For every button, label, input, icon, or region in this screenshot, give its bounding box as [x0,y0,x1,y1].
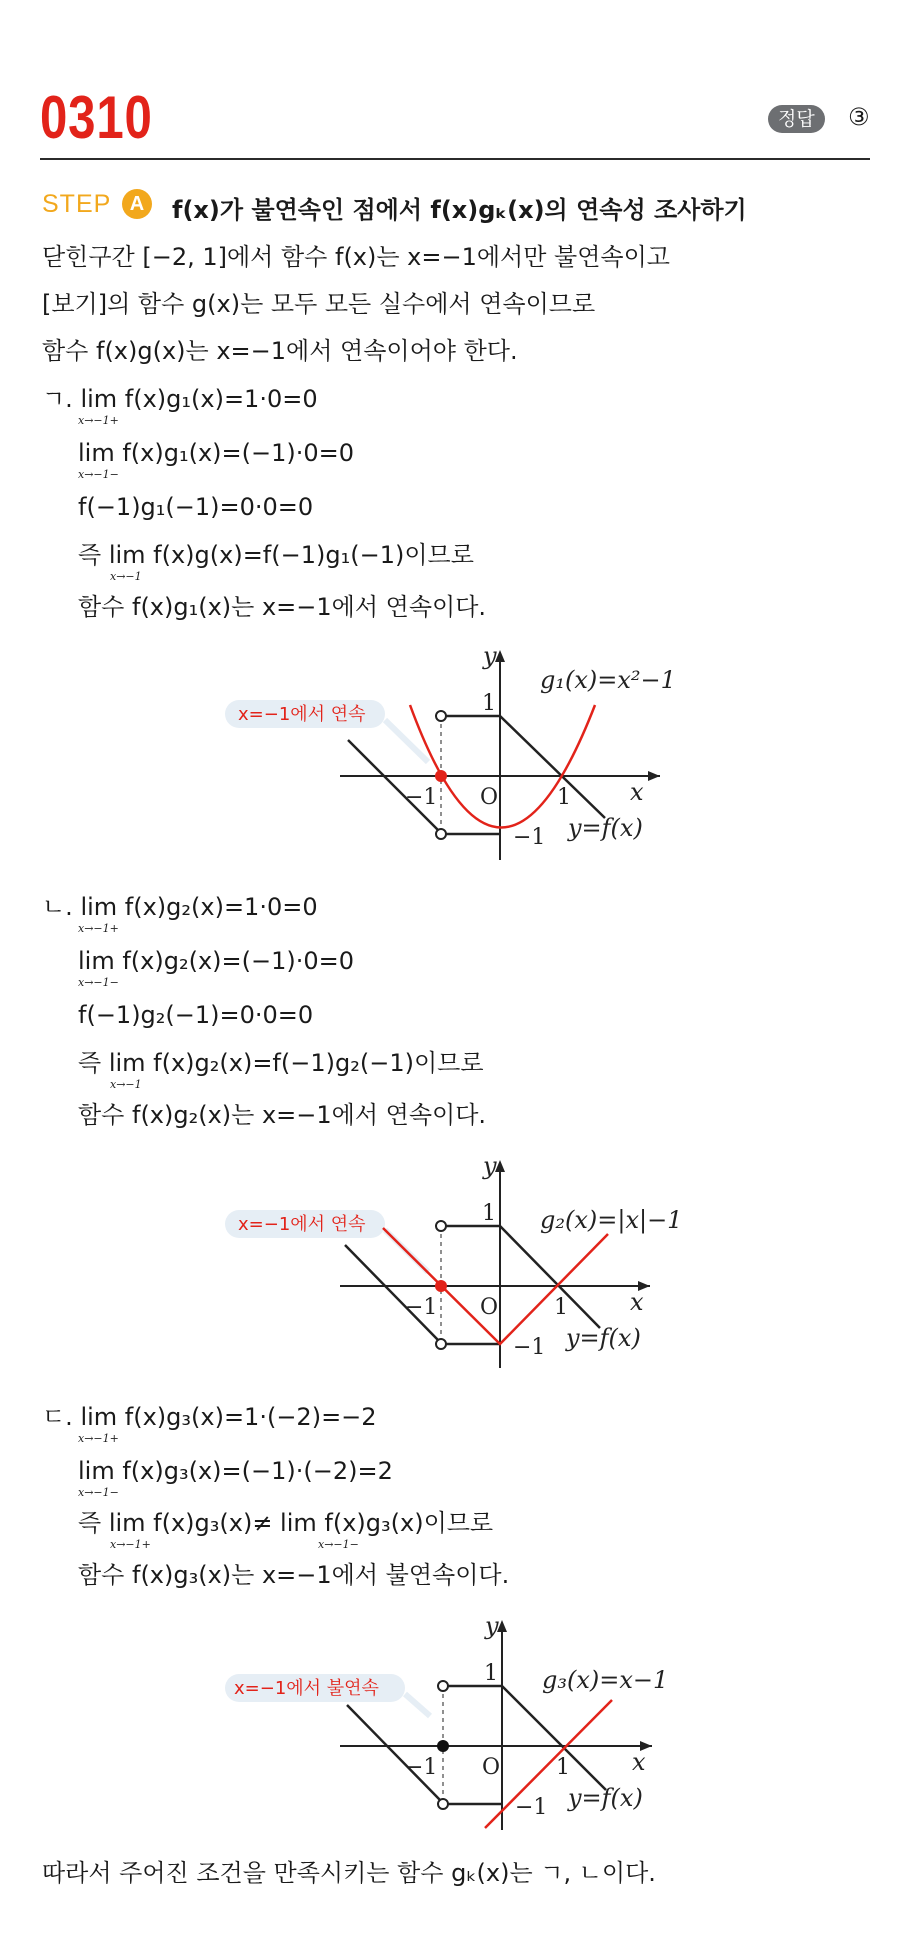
callout-text: x=−1에서 불연속 [234,1678,379,1699]
part-b-line-5: 함수 f(x)g₂(x)는 x=−1에서 연속이다. [78,1101,487,1129]
f-label: y=f(x) [568,1784,643,1812]
filled-point [437,1740,449,1752]
f-upper-segment [446,1686,606,1790]
x-label: x [630,1288,644,1316]
tick-y-neg-one: −1 [515,1795,548,1820]
part-c-sub-1: x→−1+ [78,1432,119,1445]
part-a-sub-1: x→−1+ [78,414,119,427]
tick-x-one: 1 [556,1755,570,1780]
g1-label: g₁(x)=x²−1 [540,666,676,694]
part-c-line-4: 함수 f(x)g₃(x)는 x=−1에서 불연속이다. [78,1561,510,1589]
part-b-sub-1: x→−1+ [78,922,119,935]
g3-label: g₃(x)=x−1 [542,1666,669,1694]
problem-number: 0310 [40,84,153,151]
tick-y-one: 1 [484,1661,498,1686]
step-label: STEP [42,190,112,218]
part-c-sub-4: x→−1− [318,1538,359,1551]
part-b-line-2: lim f(x)g₂(x)=(−1)·0=0 [78,947,354,975]
part-c-sub-3: x→−1+ [110,1538,151,1551]
g2-label: g₂(x)=|x|−1 [540,1206,683,1234]
x-label: x [632,1748,646,1776]
part-b-line-4: 즉 lim f(x)g₂(x)=f(−1)g₂(−1)이므로 [78,1049,484,1077]
f-label: y=f(x) [568,814,643,842]
tick-x-neg-one: −1 [405,1755,438,1780]
tick-x-one: 1 [554,1295,568,1320]
step-badge: A [122,189,152,219]
origin-label: O [480,1295,499,1320]
part-c-line-3: 즉 lim f(x)g₃(x)≠ lim f(x)g₃(x)이므로 [78,1509,494,1537]
intro-line-1: 닫힌구간 [−2, 1]에서 함수 f(x)는 x=−1에서만 불연속이고 [42,243,670,271]
part-b-line-3: f(−1)g₂(−1)=0·0=0 [78,1001,314,1029]
intro-line-3: 함수 f(x)g(x)는 x=−1에서 연속이어야 한다. [42,337,518,365]
tick-y-neg-one: −1 [513,825,546,850]
y-label: y [483,1152,497,1180]
part-c-line-2: lim f(x)g₃(x)=(−1)·(−2)=2 [78,1457,393,1485]
origin-label: O [482,1755,501,1780]
x-label: x [630,778,644,806]
f-label: y=f(x) [566,1324,641,1352]
part-a-line-1: ㄱ. lim f(x)g₁(x)=1·0=0 [42,385,318,413]
tick-x-one: 1 [557,785,571,810]
part-c-line-1: ㄷ. lim f(x)g₃(x)=1·(−2)=−2 [42,1403,377,1431]
part-c-sub-2: x→−1− [78,1486,119,1499]
part-a-line-3: f(−1)g₁(−1)=0·0=0 [78,493,314,521]
intro-line-2: [보기]의 함수 g(x)는 모두 모든 실수에서 연속이므로 [42,290,596,318]
conclusion-line: 따라서 주어진 조건을 만족시키는 함수 gₖ(x)는 ㄱ, ㄴ이다. [42,1859,656,1887]
step-title: f(x)가 불연속인 점에서 f(x)gₖ(x)의 연속성 조사하기 [172,196,747,224]
y-label: y [483,642,497,670]
part-a-sub-3: x→−1 [110,570,142,583]
part-b-sub-3: x→−1 [110,1078,142,1091]
part-b-sub-2: x→−1− [78,976,119,989]
tick-x-neg-one: −1 [405,1295,438,1320]
tick-y-one: 1 [482,1201,496,1226]
tick-y-neg-one: −1 [513,1335,546,1360]
origin-label: O [480,785,499,810]
tick-y-one: 1 [482,691,496,716]
y-label: y [485,1612,499,1640]
answer-badge: 정답 [768,105,825,133]
answer-value: ③ [848,103,870,131]
tick-x-neg-one: −1 [405,785,438,810]
open-point-bottom [438,1799,448,1809]
part-b-line-1: ㄴ. lim f(x)g₂(x)=1·0=0 [42,893,318,921]
f-left-segment [347,1705,440,1800]
part-a-line-2: lim f(x)g₁(x)=(−1)·0=0 [78,439,354,467]
open-point-top [438,1681,448,1691]
part-a-line-4: 즉 lim f(x)g(x)=f(−1)g₁(−1)이므로 [78,541,474,569]
part-a-line-5: 함수 f(x)g₁(x)는 x=−1에서 연속이다. [78,593,487,621]
callout-text: x=−1에서 연속 [238,704,366,725]
callout-text: x=−1에서 연속 [238,1214,366,1235]
part-a-sub-2: x→−1− [78,468,119,481]
